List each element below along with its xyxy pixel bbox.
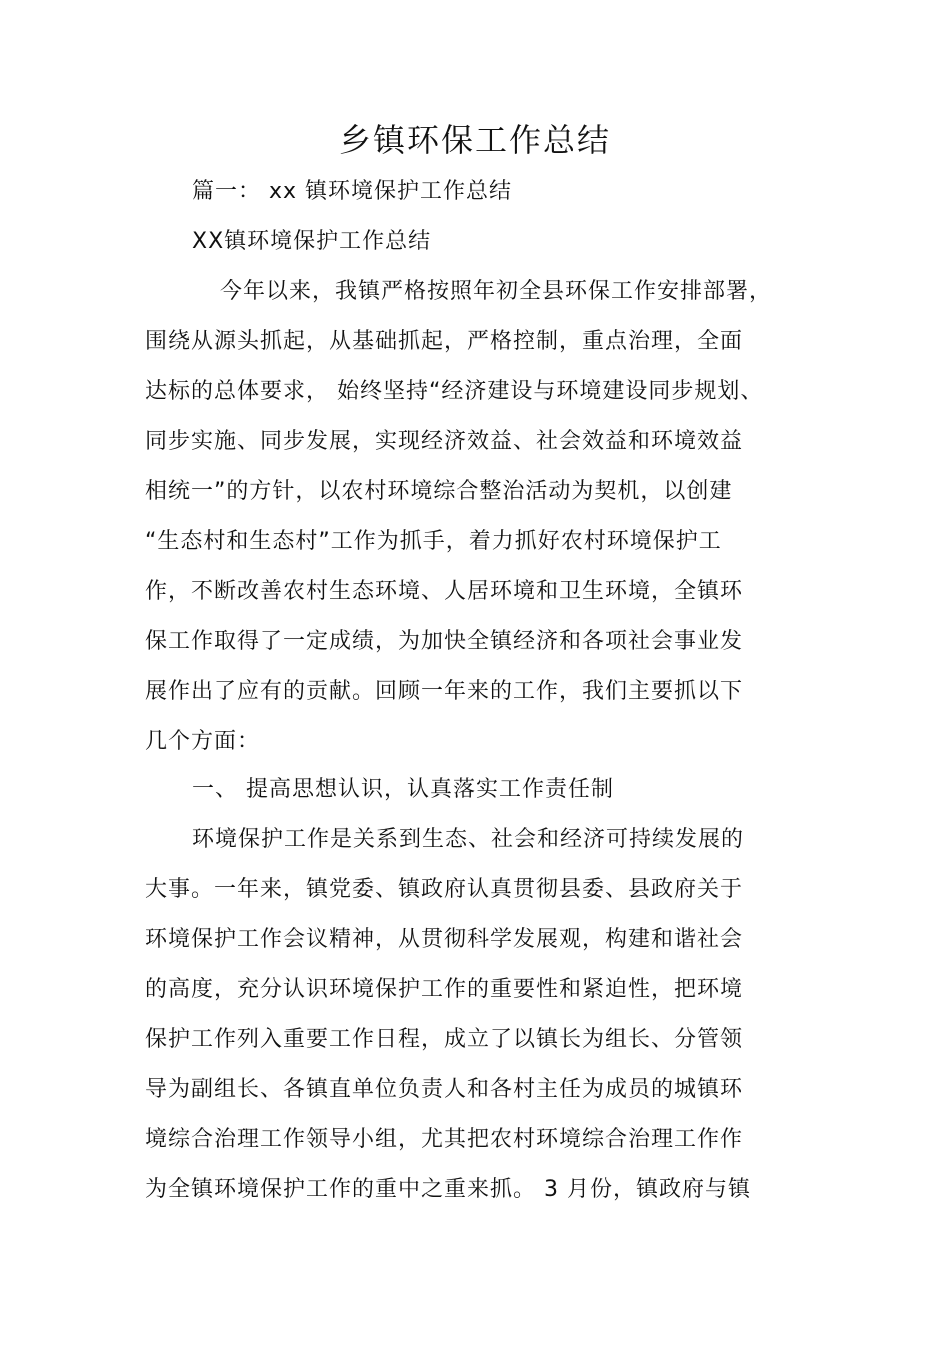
paragraph-line: 保护工作列入重要工作日程，成立了以镇长为组长、分管领: [145, 1027, 744, 1052]
paragraph-line: 作，不断改善农村生态环境、人居环境和卫生环境，全镇环: [145, 579, 744, 604]
paragraph-line: 大事。一年来，镇党委、镇政府认真贯彻县委、县政府关于: [145, 877, 744, 902]
paragraph-line: “生态村和生态村”工作为抓手，着力抓好农村环境保护工: [145, 529, 722, 554]
document-title: 乡镇环保工作总结: [338, 121, 611, 159]
paragraph-line: 为全镇环境保护工作的重中之重来抓。 3 月份，镇政府与镇: [145, 1177, 751, 1202]
paragraph-line: 的高度，充分认识环境保护工作的重要性和紧迫性，把环境: [145, 977, 744, 1002]
part-heading: 篇一： xx 镇环境保护工作总结: [192, 179, 513, 204]
sub-title: XX镇环境保护工作总结: [192, 229, 432, 254]
paragraph-line: 达标的总体要求， 始终坚持“经济建设与环境建设同步规划、: [145, 379, 764, 404]
paragraph-line: 几个方面：: [145, 729, 261, 754]
paragraph-line: 环境保护工作会议精神，从贯彻科学发展观，构建和谐社会: [145, 927, 744, 952]
paragraph-line: 今年以来，我镇严格按照年初全县环保工作安排部署，: [220, 279, 773, 304]
paragraph-line: 导为副组长、各镇直单位负责人和各村主任为成员的城镇环: [145, 1077, 744, 1102]
paragraph-line: 保工作取得了一定成绩，为加快全镇经济和各项社会事业发: [145, 629, 744, 654]
paragraph-line: 环境保护工作是关系到生态、社会和经济可持续发展的: [192, 827, 745, 852]
paragraph-line: 境综合治理工作领导小组，尤其把农村环境综合治理工作作: [145, 1127, 744, 1152]
paragraph-line: 展作出了应有的贡献。回顾一年来的工作，我们主要抓以下: [145, 679, 744, 704]
section-heading: 一、 提高思想认识，认真落实工作责任制: [192, 777, 614, 802]
paragraph-line: 同步实施、同步发展，实现经济效益、社会效益和环境效益: [145, 429, 744, 454]
paragraph-line: 相统一”的方针，以农村环境综合整治活动为契机，以创建: [145, 479, 733, 504]
paragraph-line: 围绕从源头抓起，从基础抓起，严格控制，重点治理，全面: [145, 329, 744, 354]
